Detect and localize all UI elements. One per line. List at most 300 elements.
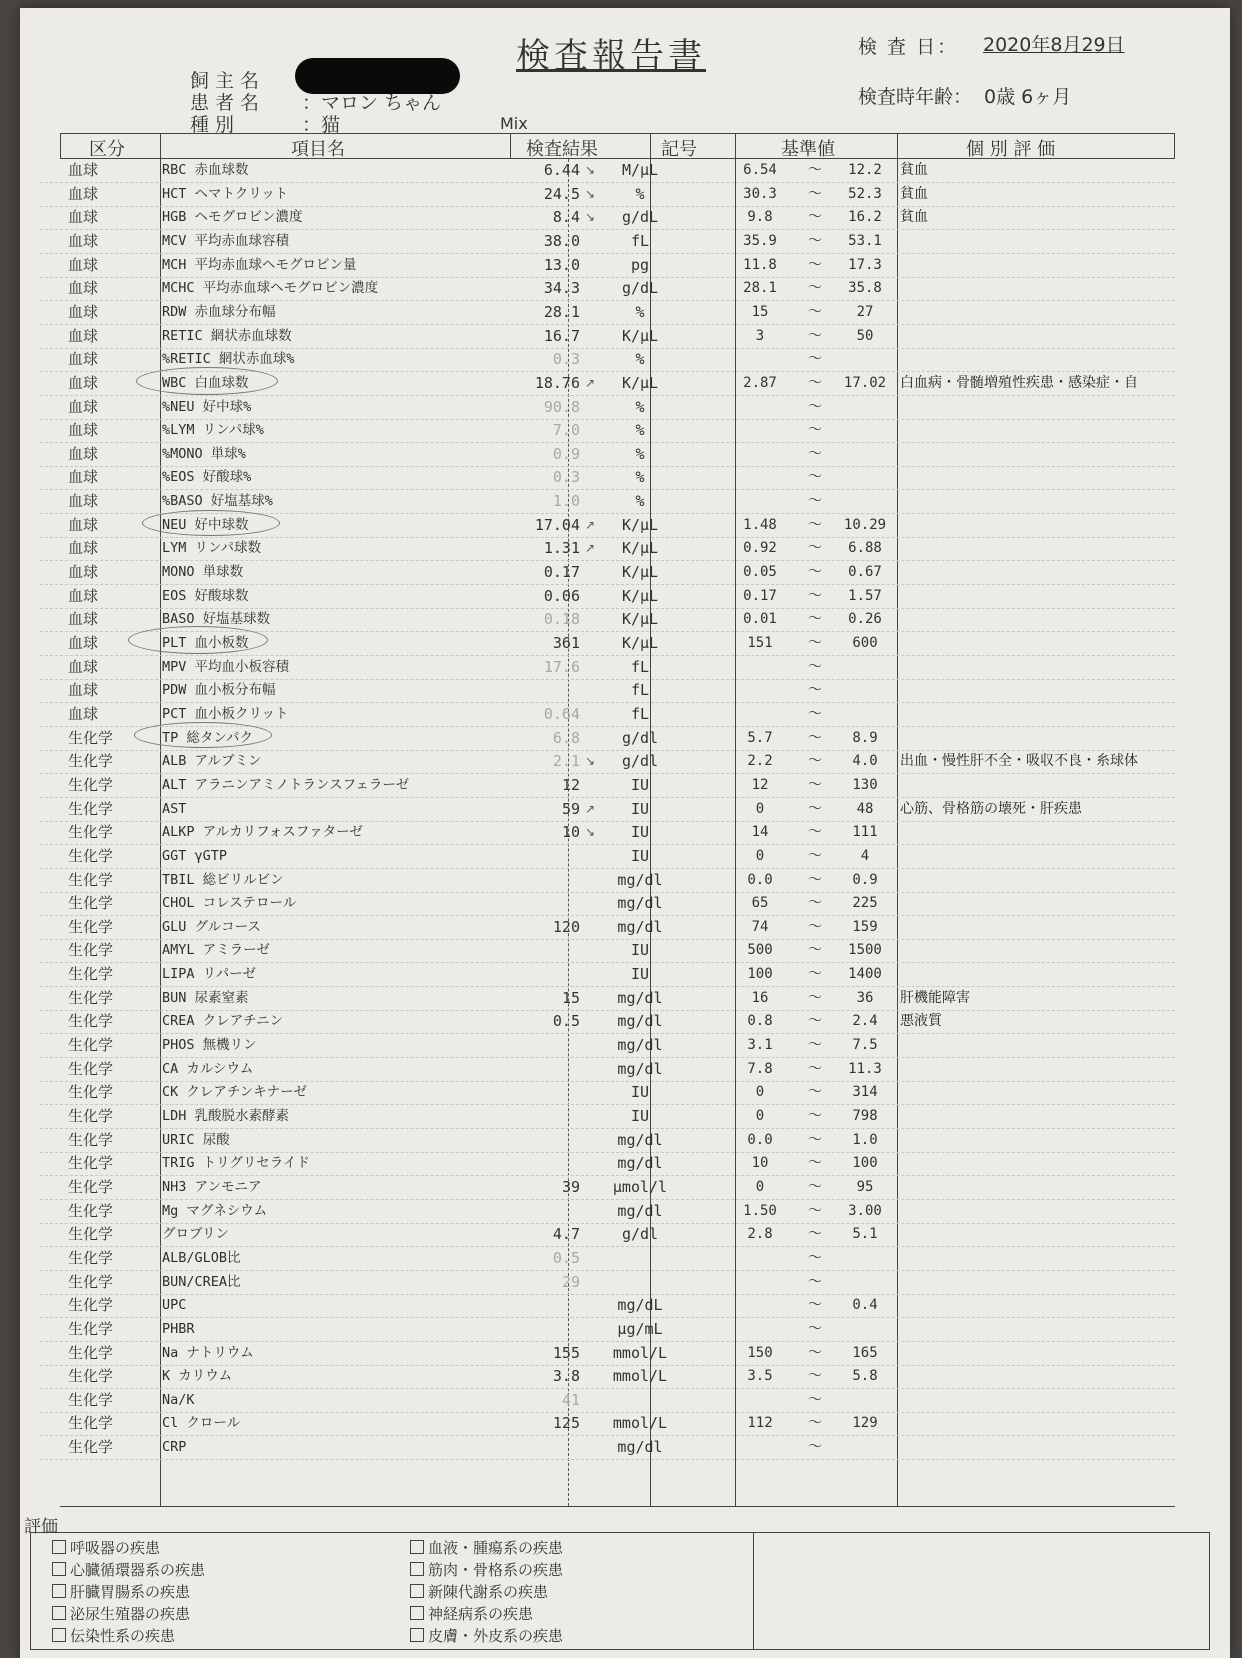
reference-high-cell: 2.4	[852, 1013, 878, 1030]
col-category: 区分	[89, 139, 125, 160]
unit-cell: mg/dl	[617, 1012, 663, 1031]
evaluation-cell: 貧血	[900, 209, 928, 226]
reference-low-cell: 74	[751, 918, 769, 935]
checkbox-icon[interactable]	[52, 1584, 66, 1598]
reference-range-tilde: ～	[808, 1060, 822, 1077]
reference-range-tilde: ～	[808, 422, 822, 439]
item-name-cell: Na ナトリウム	[162, 1344, 254, 1361]
category-cell: 生化学	[68, 988, 114, 1007]
evaluation-checkbox-item[interactable]	[410, 1559, 563, 1580]
unit-cell: mmol/L	[612, 1367, 668, 1386]
item-name-cell: ALKP アルカリフォスファターゼ	[162, 824, 363, 841]
evaluation-checkbox-item[interactable]	[410, 1603, 533, 1624]
reference-low-cell: 28.1	[743, 280, 777, 297]
reference-low-cell: 151	[747, 635, 773, 651]
unit-cell: IU	[630, 775, 650, 794]
reference-low-cell: 0.01	[743, 611, 777, 628]
result-value-cell: 90.8	[543, 397, 580, 416]
table-row	[40, 845, 1175, 869]
reference-high-cell: 16.2	[848, 209, 882, 226]
category-cell: 血球	[68, 681, 99, 700]
reference-high-cell: 314	[852, 1084, 878, 1101]
item-name-cell: RBC 赤血球数	[162, 162, 249, 178]
category-cell: 生化学	[68, 1438, 114, 1457]
checkbox-label: 肝臓胃腸系の疾患	[70, 1583, 191, 1601]
unit-cell: mmol/L	[612, 1343, 668, 1362]
item-name-cell: RETIC 網状赤血球数	[162, 327, 292, 344]
trend-mark: ↘	[585, 210, 596, 225]
evaluation-checkbox-item[interactable]	[52, 1625, 175, 1646]
table-row	[40, 325, 1175, 349]
category-cell: 生化学	[68, 1154, 114, 1173]
item-name-cell: Cl クロール	[162, 1415, 241, 1432]
reference-high-cell: 1.0	[852, 1131, 878, 1148]
result-value-cell: 7.0	[552, 421, 580, 440]
evaluation-cell: 心筋、骨格筋の壊死・肝疾患	[900, 800, 1082, 817]
table-row	[40, 1200, 1175, 1224]
unit-cell: mg/dl	[617, 1438, 663, 1457]
evaluation-box-divider	[753, 1533, 754, 1649]
unit-cell: IU	[630, 1107, 650, 1125]
table-row	[40, 419, 1175, 443]
trend-mark: ↘	[585, 754, 596, 769]
table-row	[40, 443, 1175, 467]
table-row	[40, 679, 1175, 703]
category-cell: 生化学	[68, 894, 114, 913]
result-value-cell: 3.8	[552, 1367, 580, 1386]
result-value-cell: 6.8	[552, 728, 580, 747]
reference-low-cell: 3	[755, 327, 765, 344]
reference-low-cell: 1.50	[743, 1202, 777, 1219]
unit-cell: %	[635, 302, 645, 321]
reference-range-tilde: ～	[808, 776, 822, 793]
reference-range-tilde: ～	[808, 611, 822, 628]
checkbox-icon[interactable]	[410, 1628, 424, 1642]
reference-high-cell: 0.4	[852, 1297, 878, 1314]
checkbox-icon[interactable]	[410, 1540, 424, 1554]
item-name-cell: MPV 平均血小板容積	[162, 658, 290, 675]
category-cell: 血球	[68, 350, 99, 369]
table-row	[40, 537, 1175, 561]
table-row	[40, 585, 1175, 609]
table-row	[40, 1034, 1175, 1058]
reference-low-cell: 0.92	[743, 540, 777, 557]
unit-cell: %	[635, 468, 645, 487]
reference-low-cell: 0	[755, 1108, 765, 1124]
unit-cell: %	[635, 350, 645, 369]
item-name-cell: AMYL アミラーゼ	[162, 942, 270, 959]
trend-mark: ↗	[585, 541, 596, 556]
reference-high-cell: 159	[852, 918, 878, 935]
category-cell: 生化学	[68, 941, 114, 960]
unit-cell: mg/dl	[617, 917, 663, 936]
table-row	[40, 466, 1175, 490]
result-value-cell: 0.3	[552, 468, 580, 487]
reference-range-tilde: ～	[808, 162, 822, 178]
reference-low-cell: 100	[747, 966, 773, 983]
result-value-cell: 41	[561, 1390, 580, 1409]
item-name-cell: ALT アラニンアミノトランスフェラーゼ	[162, 776, 410, 793]
result-value-cell: 1.0	[552, 492, 580, 511]
item-name-cell: PDW 血小板分布幅	[162, 682, 276, 699]
category-cell: 生化学	[68, 917, 114, 936]
reference-high-cell: 3.00	[848, 1202, 882, 1219]
checkbox-icon[interactable]	[410, 1606, 424, 1620]
reference-low-cell: 150	[747, 1344, 773, 1361]
unit-cell: %	[635, 397, 645, 416]
category-cell: 血球	[68, 657, 99, 676]
reference-range-tilde: ～	[808, 445, 822, 462]
category-cell: 生化学	[68, 1367, 114, 1386]
reference-range-tilde: ～	[808, 918, 822, 935]
checkbox-icon[interactable]	[52, 1606, 66, 1620]
checkbox-label: 新陳代謝系の疾患	[428, 1583, 549, 1601]
category-cell: 血球	[68, 302, 99, 321]
checkbox-icon[interactable]	[52, 1628, 66, 1642]
table-row	[40, 396, 1175, 420]
category-cell: 生化学	[68, 1248, 114, 1267]
item-name-cell: GLU グルコース	[162, 918, 261, 935]
result-value-cell: 4.7	[552, 1225, 580, 1244]
unit-cell: g/dL	[621, 279, 659, 298]
reference-range-tilde: ～	[808, 1013, 822, 1030]
unit-cell: K/μL	[621, 610, 659, 629]
item-name-cell: LIPA リパーゼ	[162, 966, 256, 983]
pen-circle-neu	[142, 510, 280, 536]
category-cell: 生化学	[68, 1107, 114, 1125]
category-cell: 生化学	[68, 1343, 114, 1362]
reference-range-tilde: ～	[808, 469, 822, 486]
reference-high-cell: 100	[852, 1155, 878, 1172]
category-cell: 血球	[68, 444, 99, 463]
reference-range-tilde: ～	[808, 1178, 822, 1195]
category-cell: 血球	[68, 634, 99, 652]
table-row	[40, 1271, 1175, 1295]
unit-cell: μmol/l	[612, 1177, 668, 1196]
reference-high-cell: 36	[856, 989, 874, 1006]
item-name-cell: GGT γGTP	[162, 847, 228, 864]
evaluation-checkbox-item[interactable]	[410, 1537, 563, 1558]
unit-cell: IU	[630, 965, 650, 984]
category-cell: 血球	[68, 539, 99, 558]
item-name-cell: %MONO 単球%	[162, 445, 246, 462]
trend-mark: ↗	[585, 375, 596, 390]
evaluation-cell: 白血病・骨髄増殖性疾患・感染症・自	[900, 374, 1138, 391]
category-cell: 血球	[68, 515, 99, 534]
item-name-cell: HGB ヘモグロビン濃度	[162, 209, 303, 226]
checkbox-label: 泌尿生殖器の疾患	[70, 1605, 191, 1623]
reference-range-tilde: ～	[808, 1202, 822, 1219]
col-evaluation: 個 別 評 価	[966, 139, 1056, 160]
reference-range-tilde: ～	[808, 753, 822, 770]
item-name-cell: MCH 平均赤血球ヘモグロビン量	[162, 256, 357, 273]
unit-cell: mg/dl	[617, 1059, 663, 1078]
breed-value: Mix	[500, 114, 528, 133]
category-cell: 生化学	[68, 965, 114, 984]
reference-low-cell: 6.54	[743, 162, 777, 178]
item-name-cell: MCHC 平均赤血球ヘモグロビン濃度	[162, 280, 379, 297]
category-cell: 血球	[68, 468, 99, 487]
reference-low-cell: 0	[755, 1178, 765, 1195]
unit-cell: g/dL	[621, 208, 659, 227]
reference-range-tilde: ～	[808, 1155, 822, 1172]
divider-result-left	[510, 133, 511, 159]
reference-high-cell: 5.1	[852, 1226, 878, 1243]
table-row	[40, 774, 1175, 798]
reference-high-cell: 6.88	[848, 540, 882, 557]
item-name-cell: %EOS 好酸球%	[162, 469, 252, 486]
category-cell: 血球	[68, 563, 99, 582]
unit-cell: fL	[630, 657, 650, 676]
result-value-cell: 28.1	[543, 302, 580, 321]
item-name-cell: PCT 血小板クリット	[162, 705, 289, 722]
category-cell: 生化学	[68, 1177, 114, 1196]
reference-low-cell: 7.8	[747, 1060, 773, 1077]
reference-range-tilde: ～	[808, 493, 822, 510]
result-value-cell: 24.5	[543, 184, 580, 203]
reference-low-cell: 0.0	[747, 1131, 773, 1148]
table-row	[40, 1223, 1175, 1247]
unit-cell: g/dl	[621, 728, 659, 747]
reference-range-tilde: ～	[808, 989, 822, 1006]
evaluation-checkbox-item[interactable]	[410, 1581, 548, 1602]
reference-low-cell: 1.48	[743, 516, 777, 533]
reference-range-tilde: ～	[808, 516, 822, 533]
unit-cell: IU	[630, 823, 650, 842]
item-name-cell: %BASO 好塩基球%	[162, 493, 273, 510]
unit-cell: K/μL	[621, 326, 659, 345]
reference-range-tilde: ～	[808, 1439, 822, 1456]
item-name-cell: NH3 アンモニア	[162, 1178, 262, 1195]
reference-high-cell: 7.5	[852, 1037, 878, 1054]
category-cell: 生化学	[68, 1319, 114, 1338]
result-value-cell: 12	[561, 775, 580, 794]
trend-mark: ↘	[585, 186, 596, 201]
item-name-cell: BASO 好塩基球数	[162, 611, 271, 628]
reference-range-tilde: ～	[808, 1131, 822, 1148]
result-value-cell: 0.5	[552, 1012, 580, 1031]
category-cell: 血球	[68, 161, 99, 179]
unit-cell: %	[635, 492, 645, 511]
item-name-cell: CK クレアチンキナーゼ	[162, 1084, 307, 1101]
table-row	[40, 656, 1175, 680]
reference-low-cell: 0	[755, 1084, 765, 1101]
table-row	[40, 798, 1175, 822]
reference-range-tilde: ～	[808, 658, 822, 675]
table-row	[40, 1105, 1175, 1129]
reference-range-tilde: ～	[808, 564, 822, 581]
result-value-cell: 120	[552, 917, 580, 936]
col-symbol: 記号	[661, 139, 697, 160]
unit-cell: mg/dl	[617, 1036, 663, 1055]
unit-cell: K/μL	[621, 515, 659, 534]
item-name-cell: URIC 尿酸	[162, 1131, 230, 1148]
unit-cell: mg/dl	[617, 1130, 663, 1149]
category-cell: 血球	[68, 279, 99, 298]
table-row	[40, 254, 1175, 278]
reference-high-cell: 0.9	[852, 871, 878, 888]
reference-low-cell: 14	[751, 824, 769, 841]
table-row	[40, 963, 1175, 987]
reference-high-cell: 4	[860, 847, 870, 864]
item-name-cell: UPC	[162, 1297, 187, 1314]
reference-low-cell: 11.8	[743, 256, 777, 273]
reference-high-cell: 225	[852, 895, 878, 912]
reference-low-cell: 5.7	[747, 729, 773, 746]
result-value-cell: 0.18	[543, 610, 580, 629]
result-value-cell: 59	[561, 799, 580, 818]
checkbox-icon[interactable]	[52, 1540, 66, 1554]
table-row	[40, 561, 1175, 585]
reference-low-cell: 3.5	[747, 1368, 773, 1385]
checkbox-icon[interactable]	[410, 1584, 424, 1598]
trend-mark: ↘	[585, 163, 596, 177]
evaluation-checkbox-item[interactable]	[52, 1603, 190, 1624]
item-name-cell: TBIL 総ビリルビン	[162, 871, 284, 888]
reference-range-tilde: ～	[808, 327, 822, 344]
category-cell: 生化学	[68, 1083, 114, 1102]
patient-name-value: ：マロン ちゃん	[302, 92, 442, 114]
pen-circle-wbc	[136, 367, 278, 395]
table-row	[40, 1152, 1175, 1176]
checkbox-icon[interactable]	[410, 1562, 424, 1576]
reference-range-tilde: ～	[808, 398, 822, 415]
item-name-cell: PHBR	[162, 1320, 195, 1337]
evaluation-box	[30, 1532, 1210, 1650]
reference-low-cell: 0.0	[747, 871, 773, 888]
reference-high-cell: 48	[856, 800, 874, 817]
unit-cell: M/μL	[621, 161, 659, 179]
table-row	[40, 939, 1175, 963]
table-row	[40, 1058, 1175, 1082]
table-row	[40, 750, 1175, 774]
reference-low-cell: 0	[755, 847, 765, 864]
reference-range-tilde: ～	[808, 1037, 822, 1054]
table-row	[40, 277, 1175, 301]
evaluation-cell: 肝機能障害	[900, 989, 970, 1006]
table-row	[40, 1247, 1175, 1271]
table-row	[40, 916, 1175, 940]
result-value-cell: 155	[552, 1343, 580, 1362]
checkbox-label: 神経病系の疾患	[428, 1605, 534, 1623]
result-value-cell: 0.9	[552, 444, 580, 463]
evaluation-checkbox-item[interactable]	[52, 1559, 205, 1580]
reference-low-cell: 0.17	[743, 587, 777, 604]
category-cell: 血球	[68, 208, 99, 227]
evaluation-checkbox-item[interactable]	[410, 1625, 563, 1646]
reference-range-tilde: ～	[808, 705, 822, 722]
reference-low-cell: 112	[747, 1415, 773, 1432]
item-name-cell: CA カルシウム	[162, 1060, 254, 1077]
reference-low-cell: 2.87	[743, 374, 777, 391]
trend-mark: ↘	[585, 825, 596, 840]
unit-cell: K/μL	[621, 634, 659, 652]
reference-high-cell: 129	[852, 1415, 878, 1432]
checkbox-icon[interactable]	[52, 1562, 66, 1576]
evaluation-checkbox-item[interactable]	[52, 1537, 160, 1558]
reference-range-tilde: ～	[808, 847, 822, 864]
unit-cell: IU	[630, 1083, 650, 1102]
item-name-cell: TP 総タンパク	[162, 729, 253, 746]
evaluation-label: 評価	[24, 1517, 58, 1537]
table-row	[40, 1436, 1175, 1460]
table-row	[40, 892, 1175, 916]
checkbox-label: 血液・腫瘍系の疾患	[428, 1539, 564, 1557]
category-cell: 生化学	[68, 1225, 114, 1244]
exam-age-label: 検査時年齢：	[858, 86, 973, 108]
result-value-cell: 39	[561, 1177, 580, 1196]
checkbox-label: 伝染性系の疾患	[70, 1627, 176, 1645]
unit-cell: K/μL	[621, 373, 659, 392]
item-name-cell: EOS 好酸球数	[162, 587, 249, 604]
reference-range-tilde: ～	[808, 1320, 822, 1337]
item-name-cell: PHOS 無機リン	[162, 1037, 257, 1054]
unit-cell: %	[635, 184, 645, 203]
unit-cell: mg/dl	[617, 870, 663, 889]
unit-cell: K/μL	[621, 586, 659, 605]
reference-low-cell: 16	[751, 989, 769, 1006]
species-label: 種別	[190, 114, 241, 136]
col-reference: 基準値	[781, 139, 835, 160]
evaluation-cell: 悪液質	[900, 1013, 942, 1030]
item-name-cell: PLT 血小板数	[162, 635, 249, 651]
table-row	[40, 987, 1175, 1011]
unit-cell: K/μL	[621, 563, 659, 582]
item-name-cell: CREA クレアチニン	[162, 1013, 284, 1030]
reference-low-cell: 2.8	[747, 1226, 773, 1243]
result-value-cell: 15	[561, 988, 580, 1007]
unit-cell: fL	[630, 681, 650, 700]
unit-cell: pg	[630, 255, 650, 274]
reference-range-tilde: ～	[808, 729, 822, 746]
table-row	[40, 1294, 1175, 1318]
result-value-cell: 10	[561, 823, 580, 842]
reference-low-cell: 12	[751, 776, 769, 793]
item-name-cell: TRIG トリグリセライド	[162, 1155, 310, 1172]
reference-low-cell: 0.8	[747, 1013, 773, 1030]
col-result: 検査結果	[526, 139, 598, 160]
item-name-cell: グロブリン	[162, 1226, 229, 1243]
category-cell: 生化学	[68, 1036, 114, 1055]
reference-high-cell: 111	[852, 824, 878, 841]
item-name-cell: NEU 好中球数	[162, 516, 249, 533]
table-bottom-rule	[60, 1506, 1175, 1507]
checkbox-label: 心臓循環器系の疾患	[70, 1561, 206, 1579]
reference-high-cell: 52.3	[848, 185, 882, 202]
item-name-cell: ALB/GLOB比	[162, 1249, 241, 1266]
evaluation-cell: 貧血	[900, 162, 928, 178]
item-name-cell: CHOL コレステロール	[162, 895, 297, 912]
item-name-cell: BUN 尿素窒素	[162, 989, 249, 1006]
reference-range-tilde: ～	[808, 303, 822, 320]
item-name-cell: K カリウム	[162, 1368, 233, 1385]
category-cell: 生化学	[68, 1201, 114, 1220]
reference-high-cell: 0.26	[848, 611, 882, 628]
evaluation-checkbox-item[interactable]	[52, 1581, 190, 1602]
result-value-cell: 125	[552, 1414, 580, 1433]
owner-name-label: 飼主名	[190, 70, 266, 92]
result-value-cell: 1.31	[543, 539, 580, 558]
category-cell: 血球	[68, 373, 99, 392]
unit-cell: fL	[630, 231, 650, 250]
result-value-cell: 0.17	[543, 563, 580, 582]
reference-range-tilde: ～	[808, 1368, 822, 1385]
category-cell: 血球	[68, 326, 99, 345]
reference-low-cell: 0	[755, 800, 765, 817]
category-cell: 血球	[68, 184, 99, 203]
table-row	[40, 159, 1175, 183]
category-cell: 生化学	[68, 846, 114, 865]
